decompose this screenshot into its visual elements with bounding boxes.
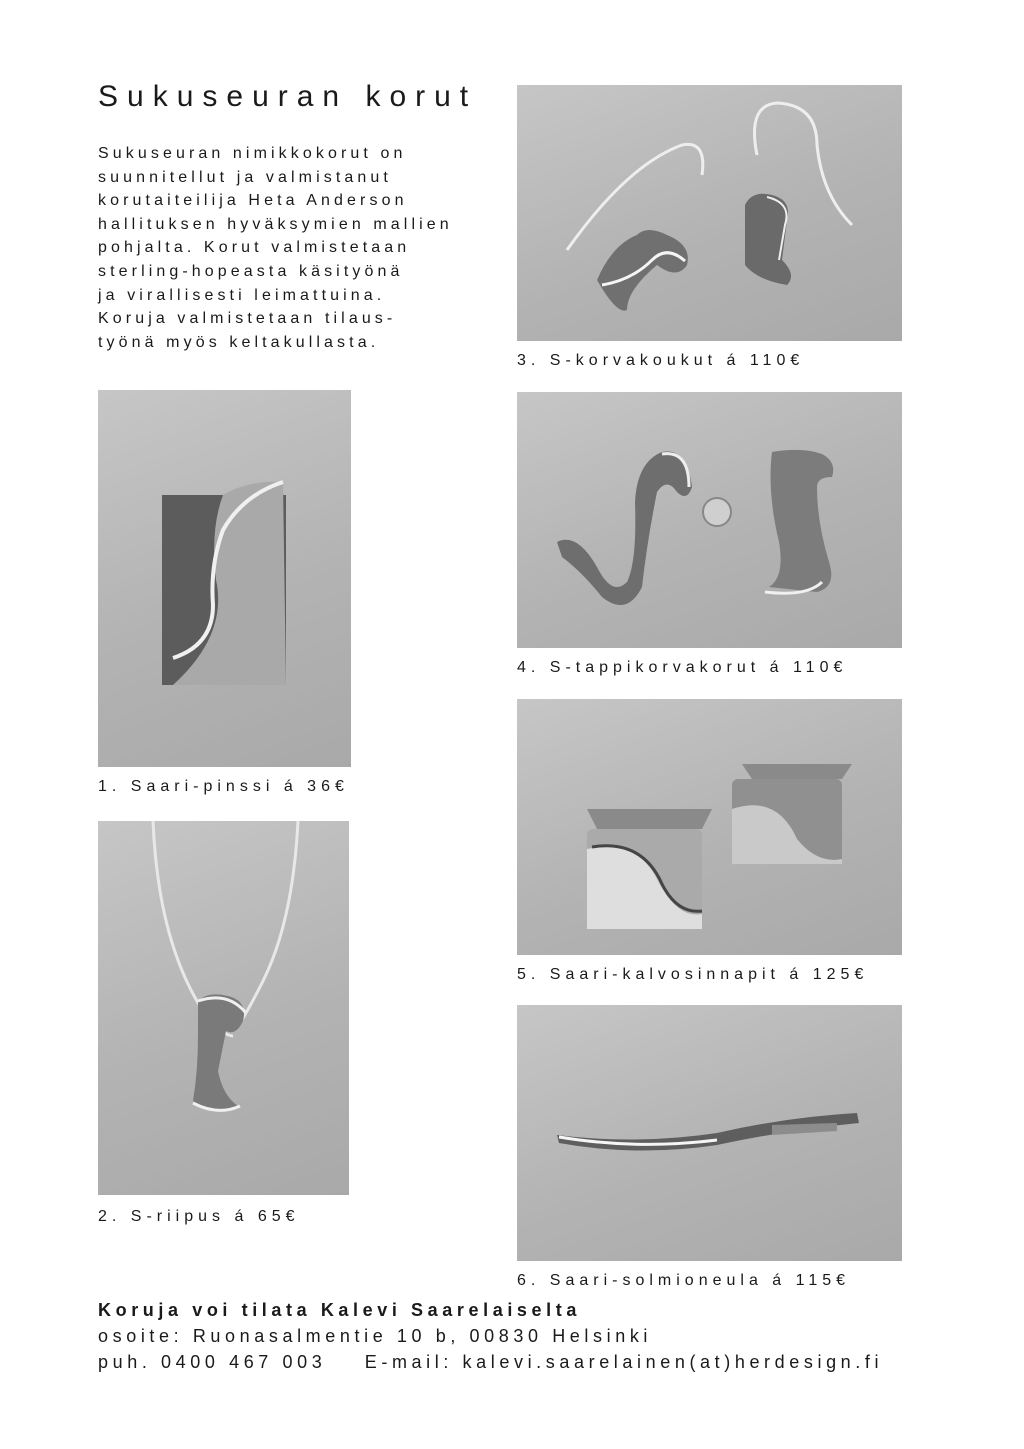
intro-line: suunnitellut ja valmistanut — [98, 168, 392, 186]
product-caption: 6. Saari-solmioneula á 115€ — [517, 1272, 851, 1289]
intro-line: korutaiteilija Heta Anderson — [98, 192, 408, 210]
product-caption: 1. Saari-pinssi á 36€ — [98, 778, 349, 795]
product-caption: 4. S-tappikorvakorut á 110€ — [517, 659, 848, 676]
page-title: Sukuseuran korut — [98, 80, 478, 113]
intro-line: sterling-hopeasta käsityönä — [98, 262, 404, 280]
address-line: osoite: Ruonasalmentie 10 b, 00830 Helsinki — [98, 1326, 653, 1346]
intro-line: pohjalta. Korut valmistetaan — [98, 239, 411, 257]
intro-line: Koruja valmistetaan tilaus- — [98, 310, 397, 328]
product-caption: 5. Saari-kalvosinnapit á 125€ — [517, 966, 869, 983]
product-photo-saari-kalvosinnapit — [517, 699, 902, 955]
product-photo-saari-solmioneula — [517, 1005, 902, 1261]
product-photo-s-tappikorvakorut — [517, 392, 902, 648]
intro-line: hallituksen hyväksymien mallien — [98, 215, 453, 233]
intro-line: Sukuseuran nimikkokorut on — [98, 145, 407, 162]
contact-line: puh. 0400 467 003 E-mail: kalevi.saarelainen(at)herdesign.fi — [98, 1352, 884, 1372]
intro-text — [98, 142, 498, 354]
product-photo-saari-pinssi — [98, 390, 351, 767]
intro-line: ja virallisesti leimattuina. — [98, 286, 386, 304]
order-info: Koruja voi tilata Kalevi Saarelaiselta — [98, 1300, 581, 1320]
product-caption: 3. S-korvakoukut á 110€ — [517, 352, 805, 369]
product-photo-s-korvakoukut — [517, 85, 902, 341]
product-photo-s-riipus — [98, 821, 349, 1195]
intro-line: työnä myös keltakullasta. — [98, 333, 380, 351]
product-caption: 2. S-riipus á 65€ — [98, 1208, 300, 1225]
